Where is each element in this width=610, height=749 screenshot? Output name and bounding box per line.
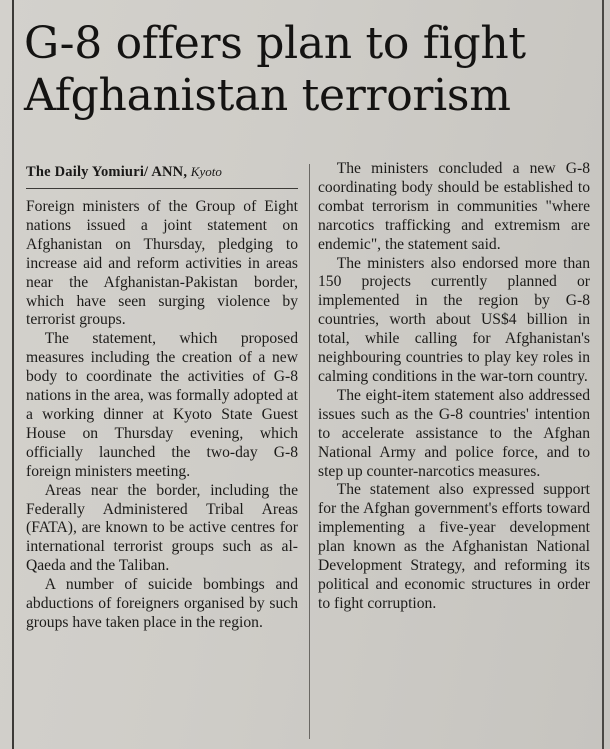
paragraph-8: The statement also expressed support for the Afghan government's efforts toward implementing a five-year development plan known as the Afghanistan National Development Strategy, and reforming its political and economic structures in order to fight corruption. <box>318 481 590 612</box>
byline-city: Kyoto <box>190 164 222 179</box>
right-column <box>318 160 590 614</box>
paragraph-3: Areas near the border, including the Federally Administered Tribal Areas (FATA), are known to be active centres for international terrorist groups such as al-Qaeda and the Taliban. <box>26 481 298 575</box>
paragraph-5: The ministers concluded a new G-8 coordinating body should be established to combat terrorism in communities "where narcotics trafficking and extremism are endemic", the statement said. <box>318 160 590 253</box>
byline <box>26 164 302 181</box>
byline-source: The Daily Yomiuri/ ANN, <box>26 164 188 180</box>
paragraph-6: The ministers also endorsed more than 150 projects currently planned or implemented in the region by G-8 countries, worth about US$4 billion in total, while calling for Afghanistan's neighbouring countries to play key roles in calming conditions in the war-torn country. <box>318 254 590 385</box>
headline-line-1: G-8 offers plan to fight <box>24 18 526 69</box>
headline <box>24 18 594 122</box>
byline-rule <box>26 188 298 189</box>
paragraph-1: Foreign ministers of the Group of Eight nations issued a joint statement on Afghanistan on Thursday, pledging to increase aid and reform activities in areas near the Afghanistan-Pakistan border, which have seen surging violence by terrorist groups. <box>26 198 298 329</box>
paragraph-7: The eight-item statement also addressed issues such as the G-8 countries' intention to accelerate assistance to the Afghan National Army and police force, and to step up counter-narcotics measures. <box>318 386 590 480</box>
paragraph-2: The statement, which proposed measures including the creation of a new body to coordinate the activities of G-8 nations in the area, was formally adopted at a working dinner at Kyoto State Guest House on Thursday evening, which officially launched the two-day G-8 foreign ministers meeting. <box>26 330 298 480</box>
paragraph-4: A number of suicide bombings and abductions of foreigners organised by such groups have taken place in the region. <box>26 576 298 631</box>
right-column-rule <box>602 0 604 749</box>
left-column <box>26 198 298 633</box>
column-divider <box>309 164 310 739</box>
headline-line-2: Afghanistan terrorism <box>24 70 511 121</box>
left-column-rule <box>12 0 14 749</box>
